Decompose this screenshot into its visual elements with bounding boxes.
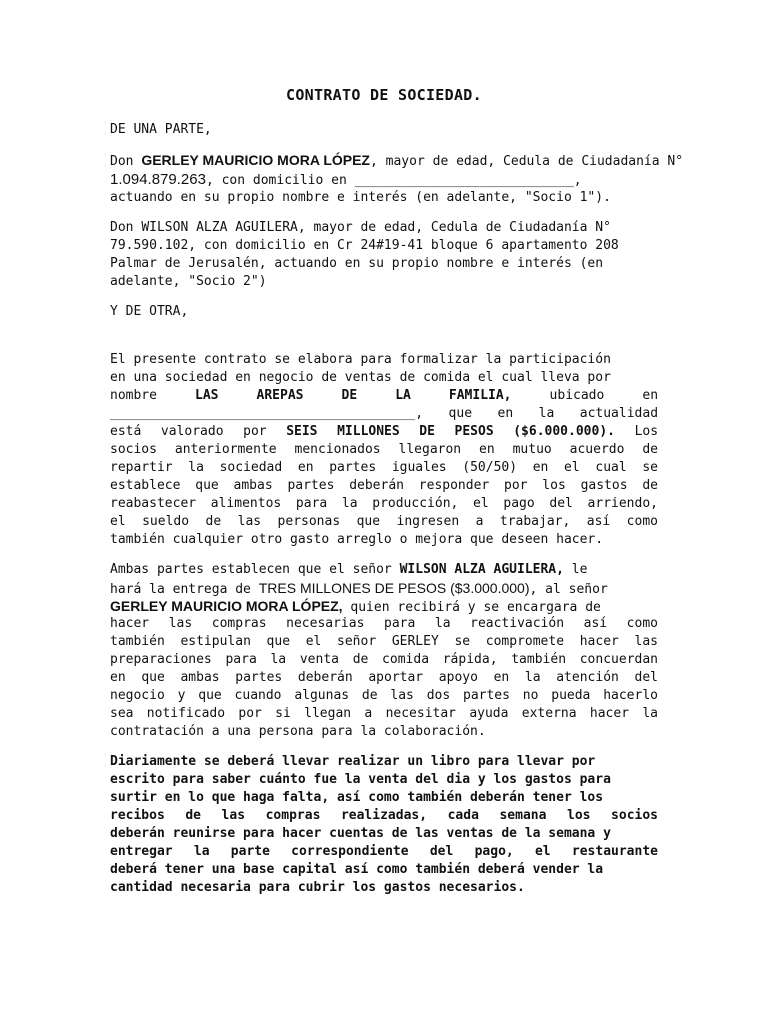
para2-line3 <box>110 597 658 617</box>
socio2-name-bold: WILSON ALZA AGUILERA, <box>399 562 564 577</box>
para3-line7: deberá tener una base capital así como también deberá vender la <box>110 862 604 877</box>
para3-line8: cantidad necesaria para cubrir los gastos necesarios. <box>110 880 525 895</box>
para2-text: hará la entrega de <box>110 582 259 597</box>
business-name-word: AREPAS <box>256 388 304 403</box>
word: está <box>110 424 142 439</box>
para1-line9: reabastecer alimentos para la producción, el pago del arriendo, <box>110 496 658 511</box>
socio1-line3: actuando en su propio nombre e interés (en adelante, "Socio 1"). <box>110 190 611 205</box>
para1-line6: socios anteriormente mencionados llegaron en mutuo acuerdo de <box>110 442 658 457</box>
para1-line2: en una sociedad en negocio de ventas de comida el cual lleva por <box>110 370 611 385</box>
para3-line6: entregar la parte correspondiente del pago, el restaurante <box>110 844 658 859</box>
word: en <box>497 406 514 421</box>
para2-text: , al señor <box>529 582 608 597</box>
socio2-line1 <box>110 219 658 237</box>
word: Los <box>634 424 659 439</box>
socio2-line3: Palmar de Jerusalén, actuando en su propio nombre e interés (en <box>110 256 604 271</box>
word: nombre <box>110 388 157 403</box>
other-party: Y DE OTRA, <box>110 304 189 319</box>
party-intro: DE UNA PARTE, <box>110 122 212 137</box>
payment-amount: TRES MILLONES DE PESOS ($3.000.000) <box>258 580 530 596</box>
word: valorado <box>160 424 224 439</box>
socio1-line2 <box>110 171 658 190</box>
socio2-name: WILSON ALZA AGUILERA <box>141 220 298 235</box>
para1-line7: repartir la sociedad en partes iguales (50/50) en el cual se <box>110 460 658 475</box>
word: que <box>448 406 473 421</box>
para2-line1 <box>110 561 658 579</box>
socio1-name-bold: GERLEY MAURICIO MORA LÓPEZ, <box>110 598 343 614</box>
business-name-word: LA <box>395 388 411 403</box>
para3-line2: escrito para saber cuánto fue la venta del dia y los gastos para <box>110 772 611 787</box>
para1-line4 <box>110 405 658 423</box>
para2-line4: hacer las compras necesarias para la reactivación así como <box>110 616 658 631</box>
para1-line10: el sueldo de las personas que ingresen a trabajar, así como <box>110 514 658 529</box>
para2-text: Ambas partes establecen que el señor <box>110 562 400 577</box>
socio1-prefix: Don <box>110 154 142 169</box>
socio2-line4: adelante, "Socio 2") <box>110 274 267 289</box>
para2-line9: sea notificado por si llegan a necesitar ayuda externa hacer la <box>110 706 658 721</box>
para1-line11: también cualquier otro gasto arreglo o mejora que deseen hacer. <box>110 532 604 547</box>
para2-line5: también estipulan que el señor GERLEY se compromete hacer las <box>110 634 658 649</box>
para2-line8: negocio y que cuando algunas de las dos partes no pueda hacerlo <box>110 688 658 703</box>
socio1-line2-rest: , con domicilio en ____________________________, <box>205 173 582 188</box>
para1-line3 <box>110 387 658 405</box>
word: la <box>538 406 555 421</box>
para3-line1: Diariamente se deberá llevar realizar un libro para llevar por <box>110 754 596 769</box>
para2-line7: en que ambas partes deberán aportar apoyo en la atención del <box>110 670 658 685</box>
para2-line10: contratación a una persona para la colaboración. <box>110 724 486 739</box>
para3-line5: deberán reunirse para hacer cuentas de las ventas de la semana y <box>110 826 611 841</box>
business-name-word: FAMILIA, <box>448 388 512 403</box>
para2-text: quien recibirá y se encargara de <box>342 600 601 615</box>
address-blank: _______________________________________, <box>110 406 424 421</box>
para3-line4: recibos de las compras realizadas, cada semana los socios <box>110 808 658 823</box>
para3-line3: surtir en lo que haga falta, así como también deberán tener los <box>110 790 604 805</box>
document-title: CONTRATO DE SOCIEDAD. <box>286 86 482 104</box>
socio2-line2: 79.590.102, con domicilio en Cr 24#19-41 bloque 6 apartamento 208 <box>110 238 619 253</box>
para1-line8: establece que ambas partes deberán responder por los gastos de <box>110 478 658 493</box>
socio2-line1-rest: , mayor de edad, Cedula de Ciudadanía N° <box>297 220 611 235</box>
socio1-line1-rest: , mayor de edad, Cedula de Ciudadanía N° <box>370 154 684 169</box>
socio2-prefix: Don <box>110 220 142 235</box>
word: actualidad <box>579 406 659 421</box>
para1-line1: El presente contrato se elabora para formalizar la participación <box>110 352 611 367</box>
word: en <box>642 388 659 403</box>
valuation-amount: SEIS MILLONES DE PESOS ($6.000.000). <box>286 424 615 439</box>
para1-line5 <box>110 423 658 441</box>
business-name-word: DE <box>341 388 358 403</box>
para2-line2 <box>110 579 658 599</box>
socio1-name: GERLEY MAURICIO MORA LÓPEZ <box>141 152 370 168</box>
word: ubicado <box>549 388 605 403</box>
socio1-line1 <box>110 151 684 171</box>
para2-text: le <box>563 562 588 577</box>
socio1-id-number: 1.094.879.263 <box>110 171 206 188</box>
business-name-word: LAS <box>195 388 219 403</box>
word: por <box>243 424 267 439</box>
para2-line6: preparaciones para la venta de comida rápida, también concuerdan <box>110 652 658 667</box>
